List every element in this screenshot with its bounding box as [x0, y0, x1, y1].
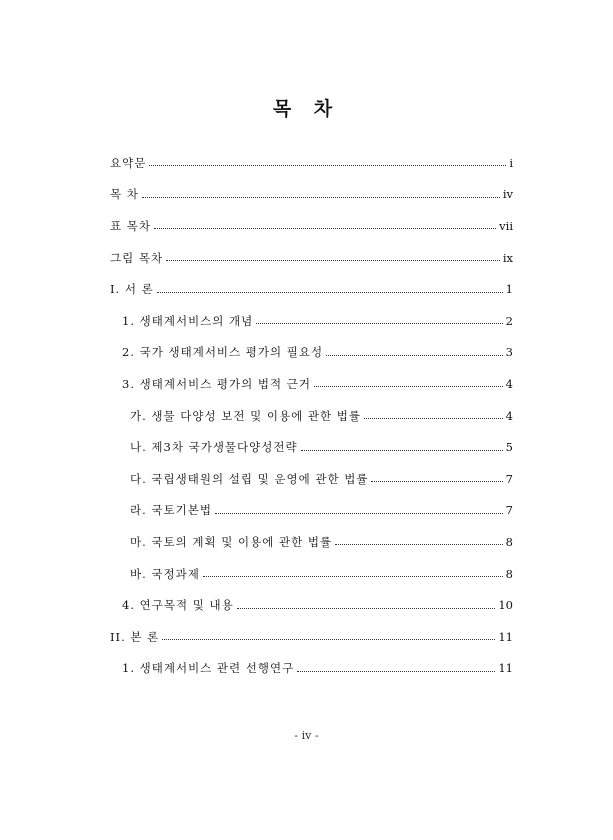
- page-number-footer: - iv -: [294, 729, 319, 742]
- toc-entry[interactable]: [110, 431, 513, 463]
- toc-entry-label: 1. 생태계서비스의 개념: [122, 313, 254, 328]
- toc-entry-label: 2. 국가 생태계서비스 평가의 필요성: [122, 345, 324, 360]
- toc-entry-label: 나. 제3차 국가생물다양성전략: [130, 440, 298, 455]
- dot-leader: [256, 323, 502, 324]
- dot-leader: [335, 544, 503, 545]
- toc-entry-page: iv: [502, 187, 513, 202]
- dot-leader: [364, 418, 503, 419]
- dot-leader: [215, 513, 503, 514]
- toc-entry-page: ix: [502, 250, 513, 265]
- toc-entry-label: 요약문: [110, 155, 147, 170]
- toc-entry[interactable]: [110, 368, 513, 400]
- toc-entry-page: 11: [498, 661, 513, 676]
- dot-leader: [154, 228, 496, 229]
- toc-entry[interactable]: [110, 400, 513, 432]
- toc-entry-page: 4: [505, 376, 513, 391]
- dot-leader: [326, 355, 503, 356]
- toc-entry-label: 목 차: [110, 187, 139, 202]
- dot-leader: [301, 450, 503, 451]
- toc-entry-label: II. 본 론: [110, 629, 160, 644]
- dot-leader: [162, 639, 495, 640]
- toc-entry-label: 바. 국정과제: [130, 566, 200, 581]
- toc-entry-label: 가. 생물 다양성 보전 및 이용에 관한 법률: [130, 408, 361, 423]
- toc-entry-page: 3: [505, 345, 513, 360]
- dot-leader: [157, 292, 503, 293]
- dot-leader: [237, 608, 496, 609]
- toc-entry[interactable]: [110, 273, 513, 305]
- dot-leader: [142, 197, 500, 198]
- toc-entry[interactable]: [110, 526, 513, 558]
- toc-entry[interactable]: [110, 305, 513, 337]
- toc-entry-label: 3. 생태계서비스 평가의 법적 근거: [122, 376, 312, 391]
- toc-entry-page: 5: [505, 440, 513, 455]
- toc-entry-page: 1: [505, 282, 513, 297]
- toc-entry-page: 11: [498, 629, 513, 644]
- toc-entry-label: 그림 목차: [110, 250, 164, 265]
- toc-entry[interactable]: [110, 621, 513, 653]
- toc-entry[interactable]: [110, 495, 513, 527]
- toc-entry-page: 8: [505, 566, 513, 581]
- toc-entry-page: 7: [505, 471, 513, 486]
- dot-leader: [149, 165, 506, 166]
- toc-entry[interactable]: [110, 589, 513, 621]
- dot-leader: [371, 481, 502, 482]
- toc-entry[interactable]: [110, 337, 513, 369]
- toc-entry-page: 4: [505, 408, 513, 423]
- toc-entry-page: vii: [499, 218, 513, 233]
- toc-entry[interactable]: [110, 210, 513, 242]
- dot-leader: [314, 386, 503, 387]
- toc-entry-page: 10: [498, 598, 513, 613]
- page-title: 목 차: [272, 98, 341, 120]
- toc-entry[interactable]: [110, 147, 513, 179]
- table-of-contents: [110, 147, 513, 684]
- toc-entry-label: 라. 국토기본법: [130, 503, 212, 518]
- toc-entry-label: 마. 국토의 계획 및 이용에 관한 법률: [130, 534, 333, 549]
- dot-leader: [203, 576, 503, 577]
- toc-entry-label: 4. 연구목적 및 내용: [122, 598, 234, 613]
- toc-entry[interactable]: [110, 179, 513, 211]
- toc-entry-label: 1. 생태계서비스 관련 선행연구: [122, 661, 295, 676]
- toc-entry[interactable]: [110, 242, 513, 274]
- toc-entry-page: 2: [505, 313, 513, 328]
- toc-entry[interactable]: [110, 558, 513, 590]
- toc-entry-page: 7: [505, 503, 513, 518]
- toc-entry-label: 표 목차: [110, 218, 151, 233]
- toc-entry[interactable]: [110, 653, 513, 685]
- toc-entry-label: 다. 국립생태원의 설립 및 운영에 관한 법률: [130, 471, 369, 486]
- toc-entry[interactable]: [110, 463, 513, 495]
- toc-entry-label: I. 서 론: [110, 282, 154, 297]
- toc-entry-page: i: [509, 155, 513, 170]
- dot-leader: [297, 671, 495, 672]
- toc-entry-page: 8: [505, 534, 513, 549]
- dot-leader: [166, 260, 500, 261]
